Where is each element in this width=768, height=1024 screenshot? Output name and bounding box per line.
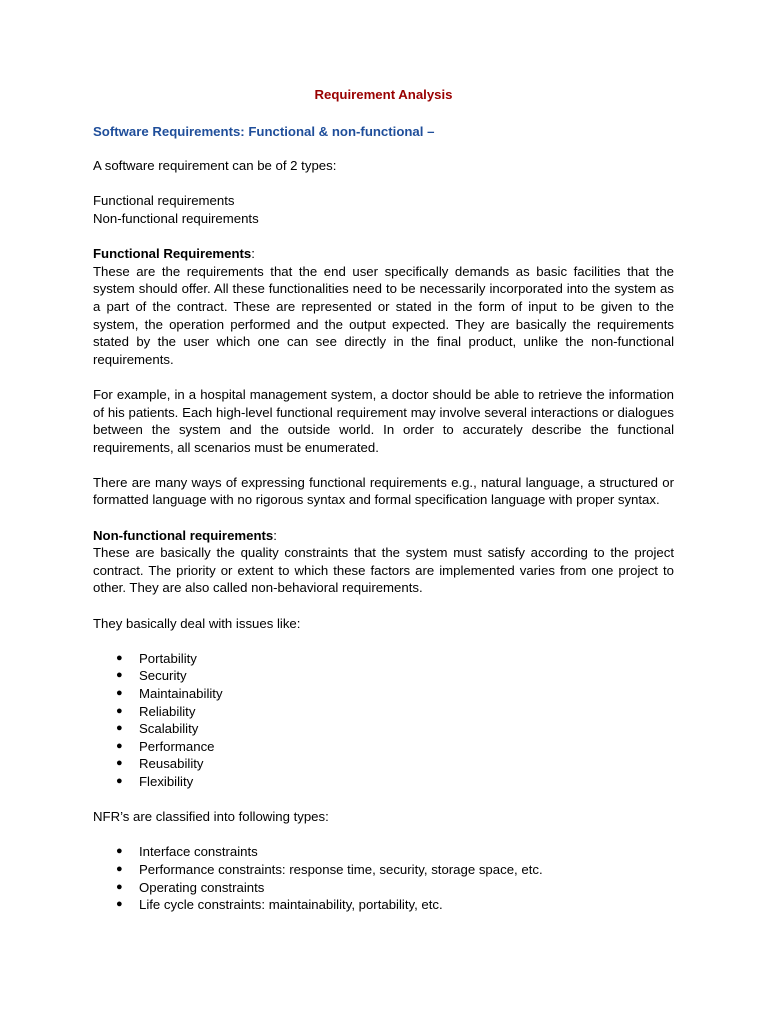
- functional-heading-line: [93, 245, 674, 263]
- list-item: ● Reliability: [116, 703, 196, 719]
- nfr-types-list: [93, 843, 674, 913]
- functional-paragraph-1: These are the requirements that the end user specifically demands as basic facilities that the system should offer. All these functionalities need to be necessarily incorporated into the system as a part of the contract. These are represented or stated in the form of input to be given to the system, the operation performed and the output expected. They are basically the requirements stated by the user which one can see directly in the final product, unlike the non-functional requirements.: [93, 263, 674, 367]
- bullet-icon: ●: [116, 845, 123, 858]
- nonfunctional-paragraph-1: These are basically the quality constraints that the system must satisfy according to the project contract. The priority or extent to which these factors are implemented varies from one project to other. They are also called non-behavioral requirements.: [93, 545, 674, 596]
- type-nonfunctional: Non-functional requirements: [93, 210, 259, 226]
- bullet-icon: ●: [116, 669, 123, 682]
- section-subtitle: Software Requirements: Functional & non-functional –: [93, 123, 435, 139]
- list-item: ● Life cycle constraints: maintainability, portability, etc.: [116, 897, 443, 913]
- functional-paragraph-3: There are many ways of expressing functional requirements e.g., natural language, a structured or formatted language with no rigorous syntax and formal specification language with proper syntax.: [93, 474, 674, 508]
- list-item: ● Scalability: [116, 721, 199, 737]
- list-item: ● Portability: [116, 650, 197, 666]
- type-functional: Functional requirements: [93, 193, 235, 209]
- list-item: ● Reusability: [116, 756, 204, 772]
- list-item: ● Operating constraints: [116, 879, 265, 895]
- functional-heading: Functional Requirements: [93, 246, 252, 262]
- list-item: ● Interface constraints: [116, 844, 258, 860]
- bullet-icon: ●: [116, 651, 123, 664]
- bullet-icon: ●: [116, 862, 123, 875]
- functional-heading-colon: :: [251, 246, 255, 262]
- list-item: ● Performance: [116, 738, 215, 754]
- nonfunctional-heading-line: [93, 527, 674, 545]
- bullet-icon: ●: [116, 704, 123, 717]
- bullet-icon: ●: [116, 880, 123, 893]
- functional-paragraph-2: For example, in a hospital management system, a doctor should be able to retrieve the information of his patients. Each high-level functional requirement may involve several interactions or dialogues between the system and the outside world. In order to accurately describe the functional requirements, all scenarios must be enumerated.: [93, 386, 674, 455]
- bullet-icon: ●: [116, 739, 123, 752]
- list-item: ● Flexibility: [116, 773, 194, 789]
- list-item: ● Performance constraints: response time, security, storage space, etc.: [116, 861, 543, 877]
- nonfunctional-heading: Non-functional requirements: [93, 527, 274, 543]
- nfr-types-intro: NFR’s are classified into following types:: [93, 809, 329, 825]
- bullet-icon: ●: [116, 898, 123, 911]
- document-title: Requirement Analysis: [314, 87, 453, 102]
- bullet-icon: ●: [116, 722, 123, 735]
- bullet-icon: ●: [116, 774, 123, 787]
- list-item: ● Maintainability: [116, 686, 223, 701]
- intro-text: A software requirement can be of 2 types:: [93, 158, 337, 174]
- list-item: ● Security: [116, 668, 187, 684]
- nonfunctional-heading-colon: :: [273, 527, 277, 543]
- issues-intro: They basically deal with issues like:: [93, 615, 301, 631]
- bullet-icon: ●: [116, 757, 123, 770]
- bullet-icon: ●: [116, 687, 123, 699]
- issues-list: [93, 650, 674, 791]
